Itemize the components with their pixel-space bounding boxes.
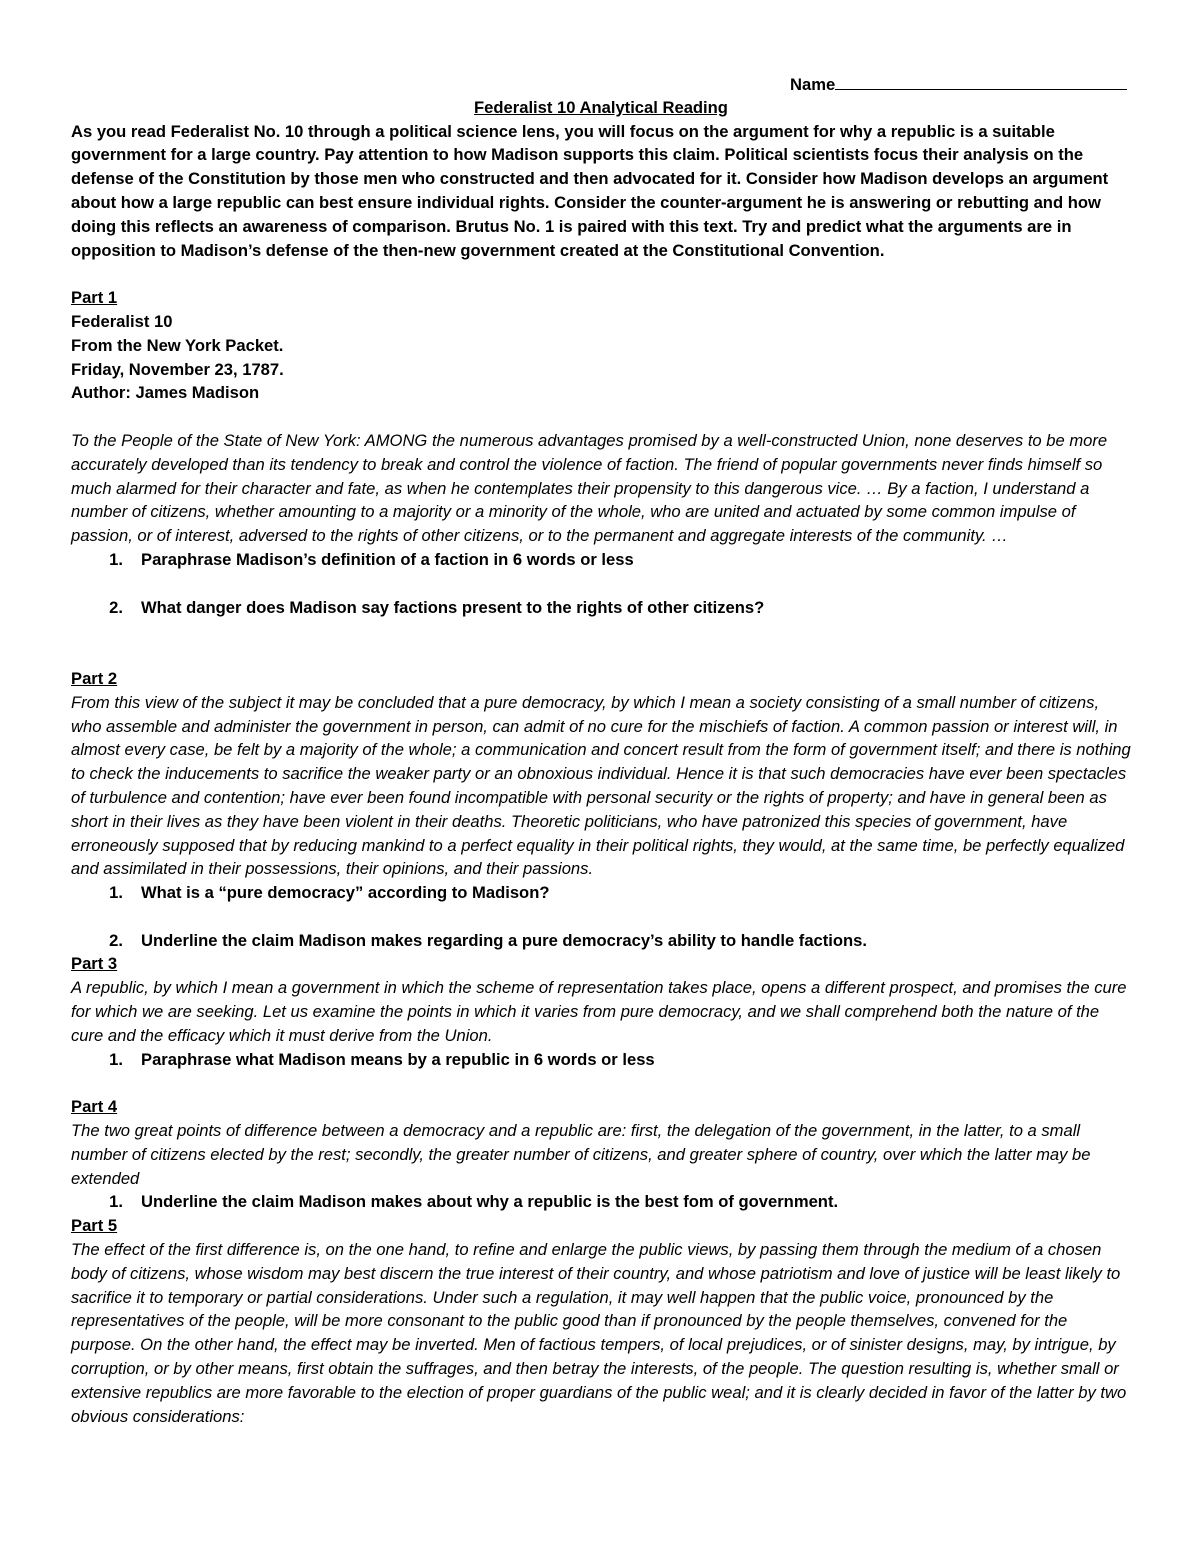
part-4 <box>71 1095 1131 1214</box>
question-text: Underline the claim Madison makes regarding a pure democracy’s ability to handle factions. <box>141 930 868 950</box>
name-label: Name <box>790 75 836 94</box>
document-source: From the New York Packet. <box>71 335 284 355</box>
part-4-heading: Part 4 <box>71 1097 118 1117</box>
question-text: Paraphrase Madison’s definition of a faction in 6 words or less <box>141 549 634 569</box>
part-1 <box>71 286 1131 667</box>
question-number: 2. <box>109 930 123 950</box>
part-3-excerpt: A republic, by which I mean a government in which the scheme of representation takes place, opens a different prospect, and promises the cure for which we are seeking. Let us examine the points in which it varies from pure democracy, and we shall comprehend both the nature of the cure and the efficacy which it must derive from the Union. <box>71 978 1127 1045</box>
part-2 <box>71 667 1131 953</box>
question-number: 1. <box>109 1192 123 1212</box>
part-1-heading: Part 1 <box>71 288 118 308</box>
part-3-heading: Part 3 <box>71 954 118 974</box>
question-text: What danger does Madison say factions present to the rights of other citizens? <box>141 597 765 617</box>
question <box>71 881 1131 905</box>
part-5-excerpt: The effect of the first difference is, on the one hand, to refine and enlarge the public views, by passing them through the medium of a chosen body of citizens, whose wisdom may best discern the true interest of their country, and whose patriotism and love of justice will be least likely to sacrifice it to temporary or partial considerations. Under such a regulation, it may well happen that the public voice, pronounced by the representatives of the people, will be more consonant to the public good than if pronounced by the people themselves, convened for the purpose. On the other hand, the effect may be inverted. Men of factious tempers, of local prejudices, or of sinister designs, may, by intrigue, by corruption, or by other means, first obtain the suffrages, and then betray the interests, of the people. The question resulting is, whether small or extensive republics are more favorable to the election of proper guardians of the public weal; and it is clearly decided in favor of the latter by two obvious considerations: <box>71 1240 1127 1426</box>
intro-paragraph: As you read Federalist No. 10 through a political science lens, you will focus on the argument for why a republic is a suitable government for a large country. Pay attention to how Madison supports this claim. Political scientists focus their analysis on the defense of the Constitution by those men who constructed and then advocated for it. Consider how Madison develops an argument about how a large republic can best ensure individual rights. Consider the counter-argument he is answering or rebutting and how doing this reflects an awareness of comparison. Brutus No. 1 is paired with this text. Try and predict what the arguments are in opposition to Madison’s defense of the then-new government created at the Constitutional Convention. <box>71 121 1109 260</box>
part-3 <box>71 952 1131 1095</box>
part-5 <box>71 1214 1131 1428</box>
document-date: Friday, November 23, 1787. <box>71 359 284 379</box>
question-number: 2. <box>109 597 123 617</box>
part-2-excerpt: From this view of the subject it may be concluded that a pure democracy, by which I mean a society consisting of a small number of citizens, who assemble and administer the government in person, can admit of no cure for the mischiefs of faction. A common passion or interest will, in almost every case, be felt by a majority of the whole; a communication and concert result from the form of government itself; and there is nothing to check the inducements to sacrifice the weaker party or an obnoxious individual. Hence it is that such democracies have ever been spectacles of turbulence and contention; have ever been found incompatible with personal security or the rights of property; and have in general been as short in their lives as they have been violent in their deaths. Theoretic politicians, who have patronized this species of government, have erroneously supposed that by reducing mankind to a perfect equality in their political rights, they would, at the same time, be perfectly equalized and assimilated in their possessions, their opinions, and their passions. <box>71 692 1131 879</box>
document-author: Author: James Madison <box>71 383 260 403</box>
part-5-heading: Part 5 <box>71 1216 118 1236</box>
question-text: Underline the claim Madison makes about why a republic is the best fom of government. <box>141 1192 839 1212</box>
part-1-excerpt: To the People of the State of New York: AMONG the numerous advantages promised by a well-constructed Union, none deserves to be more accurately developed than its tendency to break and control the violence of faction. The friend of popular governments never finds himself so much alarmed for their character and fate, as when he contemplates their propensity to this dangerous vice. … By a faction, I understand a number of citizens, whether amounting to a majority or a minority of the whole, who are united and actuated by some common impulse of passion, or of interest, adversed to the rights of other citizens, or to the permanent and aggregate interests of the community. … <box>71 430 1108 546</box>
question <box>71 596 1131 620</box>
question <box>71 548 1131 572</box>
question-number: 1. <box>109 883 123 903</box>
question-text: What is a “pure democracy” according to Madison? <box>141 883 550 903</box>
question-number: 1. <box>109 1049 123 1069</box>
question <box>71 1190 1131 1214</box>
document-name: Federalist 10 <box>71 311 173 331</box>
question-text: Paraphrase what Madison means by a republic in 6 words or less <box>141 1049 655 1069</box>
question <box>71 1048 1131 1072</box>
worksheet-page <box>71 72 1131 1428</box>
question <box>71 929 1131 953</box>
question-number: 1. <box>109 549 123 569</box>
part-2-heading: Part 2 <box>71 668 118 688</box>
page-title: Federalist 10 Analytical Reading <box>474 97 728 117</box>
part-4-excerpt: The two great points of difference between a democracy and a republic are: first, the delegation of the government, in the latter, to a small number of citizens elected by the rest; secondly, the greater number of citizens, and greater sphere of country, over which the latter may be extended <box>71 1121 1091 1188</box>
